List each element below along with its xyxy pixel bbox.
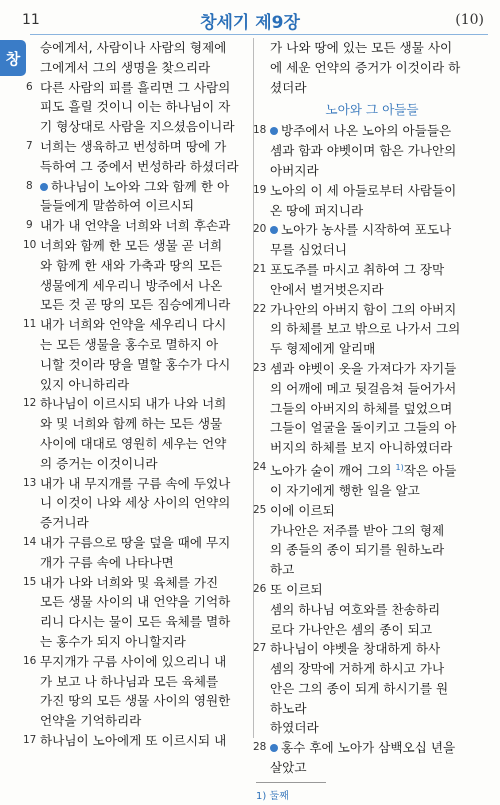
verse-text: 피도 흘릴 것이니 이는 하나님이 자 — [40, 99, 231, 115]
verse-text: 너희는 생육하고 번성하며 땅에 가 — [40, 138, 227, 154]
right-column — [253, 38, 488, 805]
verse-text: 작은 아들 — [403, 463, 457, 479]
verse-text: 노아가 농사를 시작하여 포도나 — [281, 222, 452, 238]
verse-line — [270, 339, 488, 359]
verse-line — [40, 573, 252, 593]
verse-number: 6 — [26, 80, 33, 93]
verse-11 — [23, 315, 252, 394]
verse-text: 무를 심었더니 — [270, 242, 347, 258]
verse-number: 9 — [26, 219, 33, 232]
verse-text: 포도주를 마시고 취하여 그 장막 — [270, 261, 445, 277]
verse-text: 모든 생물 사이의 내 언약을 기억하 — [40, 594, 231, 610]
verse-line — [270, 521, 488, 541]
verse-continued — [256, 620, 488, 640]
paragraph-marker-icon — [270, 744, 278, 752]
verse-line — [40, 691, 252, 711]
verse-text: 안에서 벌거벗은지라 — [270, 281, 384, 297]
verse-line — [40, 375, 252, 395]
verse-text: 는 홍수가 되지 아니할지라 — [40, 633, 186, 649]
verse-text: 의 증거는 이것이니라 — [40, 455, 158, 471]
verse-line — [270, 679, 488, 699]
verse-text: 와 함께 한 새와 가축과 땅의 모든 — [40, 257, 223, 273]
verse-27 — [253, 639, 488, 718]
verse-text: 다른 사람의 피를 흘리면 그 사람의 — [40, 79, 231, 95]
verse-number: 15 — [23, 575, 37, 588]
verse-text: 있지 아니하리라 — [40, 376, 130, 392]
verse-text: 니할 것이라 땅을 멸할 홍수가 다시 — [40, 356, 231, 372]
verse-text: 개가 구름 속에 나타나면 — [40, 554, 174, 570]
verse-24 — [253, 458, 488, 501]
verse-text: 내가 나와 너희와 및 육체를 가진 — [40, 574, 219, 590]
verse-number: 22 — [253, 302, 267, 315]
verse-text: 셈과 야벳이 옷을 가져다가 자기들 — [270, 360, 457, 376]
verse-text: 리니 다시는 물이 모든 육체를 멸하 — [40, 614, 231, 630]
verse-text: 기 형상대로 사람을 지으셨음이니라 — [40, 119, 235, 135]
verse-9 — [26, 216, 252, 236]
verse-number: 21 — [253, 262, 267, 275]
verse-text: 득하여 그 중에서 번성하라 하셨더라 — [40, 158, 239, 174]
verse-line — [40, 97, 252, 117]
verse-text: 언약을 기억하리라 — [40, 713, 142, 729]
verse-text: 의 종들의 종이 되기를 원하노라 — [270, 542, 445, 558]
running-title: 창세기 제9장 — [200, 13, 300, 33]
verse-text: 또 이르되 — [270, 581, 323, 597]
verse-line — [270, 639, 488, 659]
verse-text: 셨더라 — [270, 79, 307, 95]
verse-14 — [23, 533, 252, 573]
verse-line — [270, 260, 488, 280]
verse-text: 가 나와 땅에 있는 모든 생물 사이 — [270, 40, 453, 55]
verse-line — [40, 196, 252, 216]
verse-line — [40, 592, 252, 612]
verse-text: 하나님이 야벳을 창대하게 하사 — [270, 641, 441, 657]
verse-line — [270, 501, 488, 521]
verse-line — [40, 513, 252, 533]
verse-number: 25 — [253, 503, 267, 516]
verse-line — [270, 220, 488, 240]
verse-text: 모든 것 곧 땅의 모든 짐승에게니라 — [40, 297, 231, 313]
verse-line — [40, 493, 252, 513]
verse-line — [270, 560, 488, 580]
verse-continued — [256, 718, 488, 738]
verse-text: 증거니라 — [40, 515, 89, 531]
verse-text: 너희와 함께 한 모든 생물 곧 너희 — [40, 237, 223, 253]
verse-text: 내가 내 언약을 너희와 너희 후손과 — [40, 218, 231, 234]
verse-line — [40, 157, 252, 177]
verse-text: 내가 구름으로 땅을 덮을 때에 무지 — [40, 534, 231, 550]
verse-line — [270, 359, 488, 379]
verse-text: 내가 내 무지개를 구름 속에 두었나 — [40, 475, 231, 491]
verse-28 — [253, 738, 488, 778]
page-number-left: 11 — [22, 12, 40, 28]
verse-line — [270, 319, 488, 339]
verse-text: 생물에게 세우리니 방주에서 나온 — [40, 277, 223, 293]
verse-line — [270, 758, 488, 778]
page-number-right: (10) — [455, 12, 484, 28]
verse-18 — [253, 121, 488, 180]
verse-line — [270, 659, 488, 679]
verse-line — [40, 216, 252, 236]
verse-line — [270, 738, 488, 758]
verse-number: 20 — [253, 223, 267, 236]
verse-line — [270, 58, 488, 78]
verse-line — [270, 620, 488, 640]
verse-line — [270, 379, 488, 399]
verse-line — [40, 256, 252, 276]
verse-text: 방주에서 나온 노아의 아들들은 — [281, 123, 452, 139]
verse-line — [270, 300, 488, 320]
verse-text: 셈의 장막에 거하게 하시고 가나 — [270, 661, 445, 677]
verse-number: 12 — [23, 397, 37, 410]
verse-line — [40, 295, 252, 315]
verse-text: 하고 — [270, 562, 295, 578]
book-thumb-tab[interactable]: 창 — [0, 40, 26, 76]
verse-line — [270, 121, 488, 141]
verse-line — [40, 711, 252, 731]
verse-text: 홍수 후에 노아가 삼백오십 년을 — [281, 740, 456, 756]
verse-number: 16 — [23, 654, 37, 667]
verse-line — [40, 78, 252, 98]
verse-text: 와 및 너희와 함께 하는 모든 생물 — [40, 416, 223, 432]
verse-text: 셈의 하나님 여호와를 찬송하리 — [270, 601, 441, 617]
verse-text: 그에게서 그의 생명을 찾으리라 — [40, 59, 211, 75]
verse-line — [40, 177, 252, 197]
verse-line — [40, 137, 252, 157]
verse-text: 내가 너희와 언약을 세우리니 다시 — [40, 317, 227, 333]
verse-line — [270, 280, 488, 300]
verse-number: 13 — [23, 476, 37, 489]
verse-line — [270, 38, 488, 58]
verse-continued — [256, 600, 488, 620]
verse-number: 28 — [253, 741, 267, 754]
verse-12 — [23, 394, 252, 473]
verse-line — [40, 553, 252, 573]
verse-text: 하나님이 노아에게 또 이르시되 내 — [40, 732, 227, 748]
verse-text: 안은 그의 종이 되게 하시기를 원 — [270, 680, 449, 696]
verse-line — [270, 481, 488, 501]
right-column-continuation — [256, 38, 488, 97]
verse-text: 니 이것이 나와 세상 사이의 언약의 — [40, 495, 231, 511]
verse-line — [40, 474, 252, 494]
verse-10 — [23, 236, 252, 315]
verse-21 — [253, 260, 488, 300]
verse-text: 하였더라 — [270, 720, 319, 736]
verse-line — [40, 434, 252, 454]
verse-line — [270, 161, 488, 181]
footnote: 1) 둘째 — [256, 790, 289, 802]
verse-20 — [253, 220, 488, 260]
verse-text: 의 하체를 보고 밖으로 나가서 그의 — [270, 321, 461, 337]
verse-line — [40, 315, 252, 335]
verse-19 — [253, 181, 488, 221]
verse-line — [270, 580, 488, 600]
verse-number: 23 — [253, 361, 267, 374]
verse-line — [40, 414, 252, 434]
verse-text: 이에 이르되 — [270, 502, 335, 518]
verse-text: 사이에 대대로 영원히 세우는 언약 — [40, 435, 227, 451]
verse-line — [270, 600, 488, 620]
verse-line — [270, 540, 488, 560]
verse-text: 들들에게 말씀하여 이르시되 — [40, 198, 194, 214]
verse-22 — [253, 300, 488, 359]
verse-16 — [23, 652, 252, 731]
verse-line — [40, 394, 252, 414]
footnote-rule — [256, 782, 326, 783]
verse-number: 24 — [253, 460, 267, 473]
verse-26 — [253, 580, 488, 600]
verse-number: 17 — [23, 733, 37, 746]
verse-text: 가나안의 아버지 함이 그의 아버지 — [270, 301, 457, 317]
verse-text: 살았고 — [270, 760, 307, 776]
verse-text: 에 세운 언약의 증거가 이것이라 하 — [270, 59, 461, 75]
verse-line — [270, 418, 488, 438]
verse-17 — [23, 731, 252, 751]
verse-text: 가 보고 나 하나님과 모든 육체를 — [40, 673, 219, 689]
verse-number: 10 — [23, 238, 37, 251]
verse-line — [270, 458, 488, 481]
paragraph-marker-icon — [270, 127, 278, 135]
verse-number: 26 — [253, 582, 267, 595]
verse-line — [40, 612, 252, 632]
verse-number: 8 — [26, 179, 33, 192]
verse-text: 노아가 술이 깨어 그의 — [270, 463, 396, 479]
verse-line — [270, 399, 488, 419]
verse-text: 온 땅에 퍼지니라 — [270, 202, 364, 218]
paragraph-marker-icon — [40, 183, 48, 191]
footnote-marker[interactable]: 1) — [395, 462, 404, 472]
verse-text: 두 형제에게 알리매 — [270, 341, 376, 357]
header-rule — [30, 34, 488, 35]
verse-text: 하노라 — [270, 700, 307, 716]
verse-line — [270, 240, 488, 260]
verse-text: 노아의 이 세 아들로부터 사람들이 — [270, 182, 457, 198]
verse-line — [40, 117, 252, 137]
verse-7 — [26, 137, 252, 177]
verse-continued — [256, 38, 488, 97]
verse-text: 는 모든 생물을 홍수로 멸하지 아 — [40, 336, 219, 352]
verse-number: 11 — [23, 318, 37, 331]
verse-continued — [26, 38, 252, 78]
verse-line — [40, 236, 252, 256]
verse-number: 14 — [23, 535, 37, 548]
column-divider — [253, 38, 254, 738]
verse-text: 셈과 함과 야벳이며 함은 가나안의 — [270, 143, 457, 159]
verse-15 — [23, 573, 252, 652]
verse-line — [40, 731, 252, 751]
page-header — [0, 0, 500, 38]
verse-8 — [26, 177, 252, 217]
verse-line — [270, 718, 488, 738]
verse-line — [270, 201, 488, 221]
verse-line — [270, 141, 488, 161]
verse-text: 승에게서, 사람이나 사람의 형제에 — [40, 40, 227, 55]
verse-line — [270, 438, 488, 458]
verse-line — [40, 355, 252, 375]
verse-text: 가나안은 저주를 받아 그의 형제 — [270, 522, 445, 538]
verse-number: 18 — [253, 124, 267, 137]
verse-line — [40, 335, 252, 355]
verse-line — [40, 652, 252, 672]
verse-text: 하나님이 노아와 그와 함께 한 아 — [51, 178, 230, 194]
verse-line — [40, 672, 252, 692]
right-column-verses — [253, 121, 488, 777]
verse-number: 27 — [253, 642, 267, 655]
section-heading: 노아와 그 아들들 — [325, 102, 419, 118]
verse-line — [40, 632, 252, 652]
verse-text: 그들의 아버지의 하체를 덮었으며 — [270, 400, 453, 416]
verse-line — [270, 181, 488, 201]
verse-number: 7 — [26, 139, 33, 152]
verse-text: 가진 땅의 모든 생물 사이의 영원한 — [40, 693, 231, 709]
verse-text: 버지의 하체를 보지 아니하였더라 — [270, 440, 453, 456]
verse-line — [40, 58, 252, 78]
verse-line — [40, 533, 252, 553]
verse-continued — [256, 521, 488, 580]
verse-line — [40, 454, 252, 474]
verse-25 — [253, 501, 488, 521]
left-column — [23, 38, 252, 751]
verse-line — [270, 699, 488, 719]
verse-6 — [26, 78, 252, 137]
verse-line — [40, 276, 252, 296]
verse-text: 이 자기에게 행한 일을 알고 — [270, 482, 420, 498]
verse-text: 로다 가나안은 셈의 종이 되고 — [270, 621, 432, 637]
verse-text: 무지개가 구름 사이에 있으리니 내 — [40, 653, 227, 669]
verse-text: 그들이 얼굴을 돌이키고 그들의 아 — [270, 420, 457, 436]
verse-number: 19 — [253, 183, 267, 196]
paragraph-marker-icon — [270, 226, 278, 234]
verse-13 — [23, 474, 252, 533]
verse-text: 하나님이 이르시되 내가 나와 너희 — [40, 396, 227, 412]
verse-23 — [253, 359, 488, 458]
verse-line — [270, 78, 488, 98]
verse-line — [40, 38, 252, 58]
verse-text: 아버지라 — [270, 162, 319, 178]
verse-text: 의 어깨에 메고 뒷걸음쳐 들어가서 — [270, 380, 457, 396]
